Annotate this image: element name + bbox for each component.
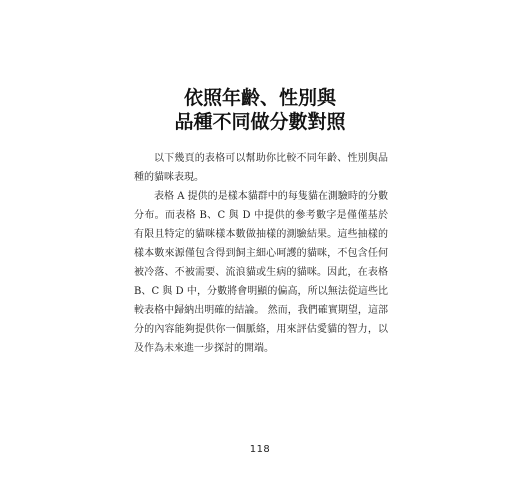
page-number: 118	[249, 444, 271, 455]
page-title-line-2: 品種不同做分數對照	[174, 111, 346, 133]
paragraph-intro: 以下幾頁的表格可以幫助你比較不同年齡、性別與品種的貓咪表現。	[134, 153, 388, 183]
paragraph-tables: 表格 A 提供的是樣本貓群中的每隻貓在測驗時的分數分布。而表格 B、C 與 D 中提供的參考數字是僅僅基於有限且特定的貓咪樣本數做抽樣的測驗結果。這些抽樣的樣本數來源僅包含得到飼主細心呵護的貓咪，不包含任何被冷落、不被需要、流浪貓或生病的貓咪。因此，在表格 B、C 與 D 中，分數將會明顯的偏高，所以無法從這些比較表格中歸納出明確的結論。 然而，我們確實期望，這部分的內容能夠提供你一個脈絡，用來評估愛貓的智力，以及作為未來進一步探討的開端。	[134, 191, 388, 354]
body-text	[134, 149, 388, 358]
page-title-line-1: 依照年齡、性別與	[183, 87, 336, 109]
